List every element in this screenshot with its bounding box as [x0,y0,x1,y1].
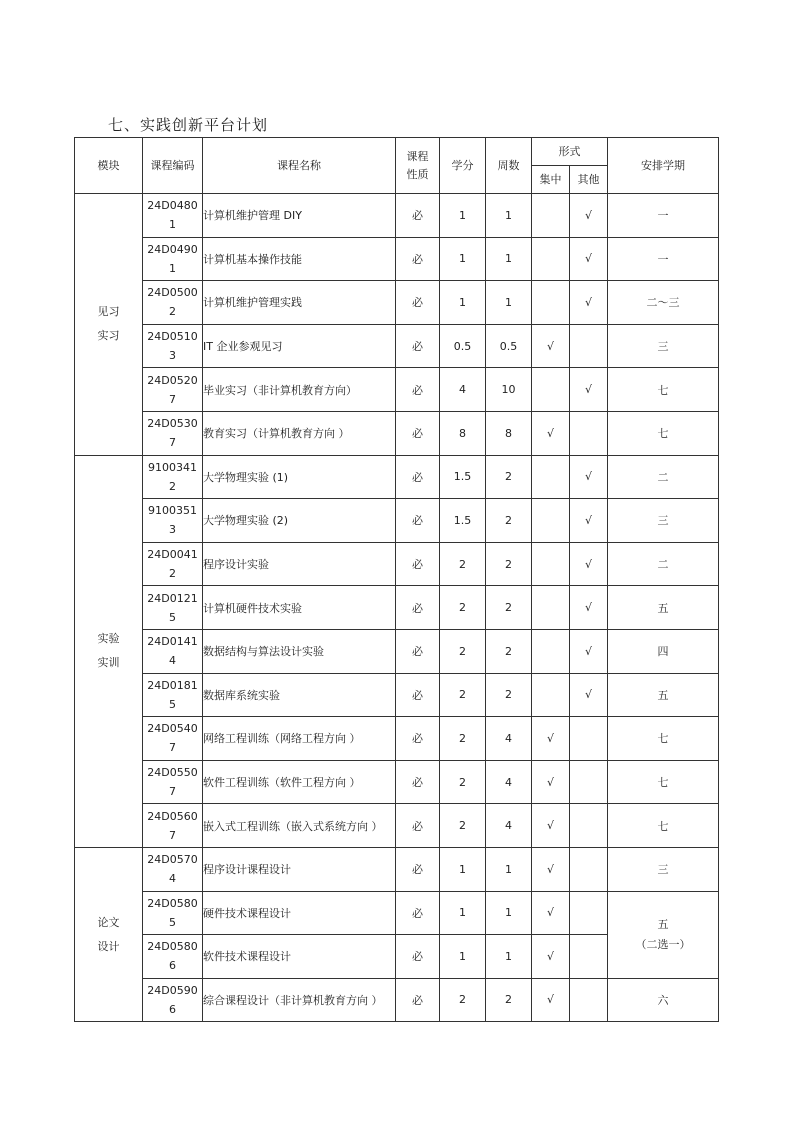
table-row [75,455,719,499]
form-other-cell [570,935,608,979]
course-nature-cell: 必 [396,760,440,804]
course-nature-cell: 必 [396,324,440,368]
course-name-cell: 计算机维护管理 DIY [203,194,396,238]
semester-cell: 五 [608,673,719,717]
course-name-cell: 数据结构与算法设计实验 [203,629,396,673]
course-code-cell: 24D0121 5 [143,586,203,630]
form-concentrated-cell: √ [532,978,570,1022]
weeks-cell: 2 [486,673,532,717]
course-code-cell: 24D0490 1 [143,237,203,281]
course-name-cell: 硬件技术课程设计 [203,891,396,935]
weeks-cell: 4 [486,760,532,804]
form-concentrated-cell: √ [532,891,570,935]
weeks-cell: 8 [486,411,532,455]
form-other-cell: √ [570,673,608,717]
course-code-cell: 24D0570 4 [143,847,203,891]
form-concentrated-cell [532,542,570,586]
semester-cell: 六 [608,978,719,1022]
form-concentrated-cell [532,194,570,238]
weeks-cell: 1 [486,281,532,325]
semester-cell: 三 [608,324,719,368]
table-row [75,760,719,804]
form-other-cell [570,324,608,368]
weeks-cell: 2 [486,455,532,499]
header-semester: 安排学期 [608,138,719,194]
course-name-cell: 程序设计实验 [203,542,396,586]
semester-cell: 七 [608,411,719,455]
course-name-cell: 数据库系统实验 [203,673,396,717]
table-row [75,281,719,325]
course-code-cell: 24D0580 5 [143,891,203,935]
course-name-cell: 计算机基本操作技能 [203,237,396,281]
form-concentrated-cell [532,237,570,281]
weeks-cell: 2 [486,586,532,630]
weeks-cell: 1 [486,237,532,281]
semester-cell: 二 [608,542,719,586]
credit-cell: 2 [440,673,486,717]
course-nature-cell: 必 [396,542,440,586]
form-other-cell [570,411,608,455]
semester-cell: 三 [608,499,719,543]
course-name-cell: 大学物理实验 (1) [203,455,396,499]
course-name-cell: IT 企业参观见习 [203,324,396,368]
course-nature-cell: 必 [396,194,440,238]
course-name-cell: 软件工程训练（软件工程方向 ） [203,760,396,804]
table-row [75,542,719,586]
course-code-cell: 24D0590 6 [143,978,203,1022]
form-other-cell: √ [570,281,608,325]
semester-cell: 四 [608,629,719,673]
table-row [75,717,719,761]
module-cell: 实验 实训 [75,455,143,847]
course-name-cell: 计算机维护管理实践 [203,281,396,325]
semester-cell: 二～三 [608,281,719,325]
header-weeks: 周数 [486,138,532,194]
table-body [75,194,719,1022]
weeks-cell: 1 [486,891,532,935]
form-other-cell [570,978,608,1022]
semester-cell: 七 [608,717,719,761]
form-other-cell [570,760,608,804]
course-name-cell: 软件技术课程设计 [203,935,396,979]
course-nature-cell: 必 [396,368,440,412]
credit-cell: 1.5 [440,455,486,499]
course-nature-cell: 必 [396,586,440,630]
course-nature-cell: 必 [396,847,440,891]
form-other-cell: √ [570,237,608,281]
course-name-cell: 网络工程训练（网络工程方向 ） [203,717,396,761]
weeks-cell: 4 [486,804,532,848]
course-nature-cell: 必 [396,455,440,499]
course-code-cell: 24D0550 7 [143,760,203,804]
course-code-cell: 24D0480 1 [143,194,203,238]
table-row [75,673,719,717]
table-row [75,237,719,281]
table-row [75,847,719,891]
credit-cell: 2 [440,586,486,630]
course-name-cell: 毕业实习（非计算机教育方向） [203,368,396,412]
course-code-cell: 24D0580 6 [143,935,203,979]
practice-plan-table [74,137,719,1022]
semester-merged-cell: 五 （二选一） [608,891,719,978]
credit-cell: 1 [440,194,486,238]
course-code-cell: 9100351 3 [143,499,203,543]
course-nature-cell: 必 [396,935,440,979]
form-other-cell [570,891,608,935]
module-cell: 论文 设计 [75,847,143,1021]
form-concentrated-cell [532,281,570,325]
semester-cell: 七 [608,368,719,412]
weeks-cell: 1 [486,847,532,891]
table-row [75,368,719,412]
form-other-cell [570,804,608,848]
weeks-cell: 10 [486,368,532,412]
header-module: 模块 [75,138,143,194]
header-form-concentrated: 集中 [532,166,570,194]
form-concentrated-cell [532,499,570,543]
form-concentrated-cell [532,673,570,717]
course-nature-cell: 必 [396,629,440,673]
credit-cell: 4 [440,368,486,412]
header-nature: 课程 性质 [396,138,440,194]
form-concentrated-cell: √ [532,411,570,455]
credit-cell: 2 [440,978,486,1022]
course-nature-cell: 必 [396,978,440,1022]
credit-cell: 1 [440,891,486,935]
credit-cell: 1 [440,281,486,325]
table-row [75,978,719,1022]
course-code-cell: 24D0141 4 [143,629,203,673]
course-nature-cell: 必 [396,891,440,935]
course-name-cell: 嵌入式工程训练（嵌入式系统方向 ） [203,804,396,848]
course-nature-cell: 必 [396,717,440,761]
form-other-cell: √ [570,194,608,238]
form-other-cell: √ [570,455,608,499]
weeks-cell: 0.5 [486,324,532,368]
credit-cell: 2 [440,629,486,673]
course-name-cell: 程序设计课程设计 [203,847,396,891]
course-code-cell: 24D0510 3 [143,324,203,368]
weeks-cell: 4 [486,717,532,761]
form-concentrated-cell [532,368,570,412]
form-concentrated-cell: √ [532,760,570,804]
course-nature-cell: 必 [396,804,440,848]
weeks-cell: 1 [486,935,532,979]
table-row [75,804,719,848]
semester-cell: 三 [608,847,719,891]
table-row [75,194,719,238]
credit-cell: 1 [440,237,486,281]
table-row [75,499,719,543]
course-name-cell: 计算机硬件技术实验 [203,586,396,630]
credit-cell: 1 [440,847,486,891]
form-other-cell [570,717,608,761]
course-nature-cell: 必 [396,673,440,717]
form-other-cell: √ [570,368,608,412]
semester-cell: 七 [608,804,719,848]
semester-cell: 一 [608,237,719,281]
credit-cell: 1 [440,935,486,979]
course-code-cell: 24D0520 7 [143,368,203,412]
course-nature-cell: 必 [396,281,440,325]
course-code-cell: 24D0530 7 [143,411,203,455]
form-concentrated-cell [532,629,570,673]
credit-cell: 2 [440,542,486,586]
weeks-cell: 2 [486,542,532,586]
course-code-cell: 24D0041 2 [143,542,203,586]
header-code: 课程编码 [143,138,203,194]
weeks-cell: 2 [486,499,532,543]
form-other-cell: √ [570,586,608,630]
form-concentrated-cell: √ [532,324,570,368]
module-cell: 见习 实习 [75,194,143,456]
course-code-cell: 24D0500 2 [143,281,203,325]
form-other-cell: √ [570,629,608,673]
form-concentrated-cell [532,455,570,499]
form-concentrated-cell: √ [532,717,570,761]
header-credit: 学分 [440,138,486,194]
credit-cell: 8 [440,411,486,455]
header-form-other: 其他 [570,166,608,194]
course-code-cell: 24D0540 7 [143,717,203,761]
course-nature-cell: 必 [396,499,440,543]
credit-cell: 2 [440,804,486,848]
form-other-cell: √ [570,499,608,543]
table-row [75,891,719,935]
header-name: 课程名称 [203,138,396,194]
course-code-cell: 24D0181 5 [143,673,203,717]
semester-cell: 七 [608,760,719,804]
credit-cell: 1.5 [440,499,486,543]
credit-cell: 2 [440,760,486,804]
semester-cell: 一 [608,194,719,238]
table-row [75,324,719,368]
form-other-cell [570,847,608,891]
credit-cell: 2 [440,717,486,761]
course-name-cell: 综合课程设计（非计算机教育方向 ） [203,978,396,1022]
table-row [75,629,719,673]
table-row [75,411,719,455]
course-name-cell: 教育实习（计算机教育方向 ） [203,411,396,455]
semester-cell: 五 [608,586,719,630]
section-title: 七、实践创新平台计划 [108,116,269,134]
form-concentrated-cell [532,586,570,630]
course-code-cell: 24D0560 7 [143,804,203,848]
credit-cell: 0.5 [440,324,486,368]
weeks-cell: 2 [486,978,532,1022]
course-code-cell: 9100341 2 [143,455,203,499]
weeks-cell: 2 [486,629,532,673]
form-concentrated-cell: √ [532,804,570,848]
form-concentrated-cell: √ [532,935,570,979]
semester-cell: 二 [608,455,719,499]
table-row [75,586,719,630]
course-nature-cell: 必 [396,237,440,281]
course-nature-cell: 必 [396,411,440,455]
form-other-cell: √ [570,542,608,586]
weeks-cell: 1 [486,194,532,238]
course-name-cell: 大学物理实验 (2) [203,499,396,543]
form-concentrated-cell: √ [532,847,570,891]
header-form: 形式 [532,138,608,166]
